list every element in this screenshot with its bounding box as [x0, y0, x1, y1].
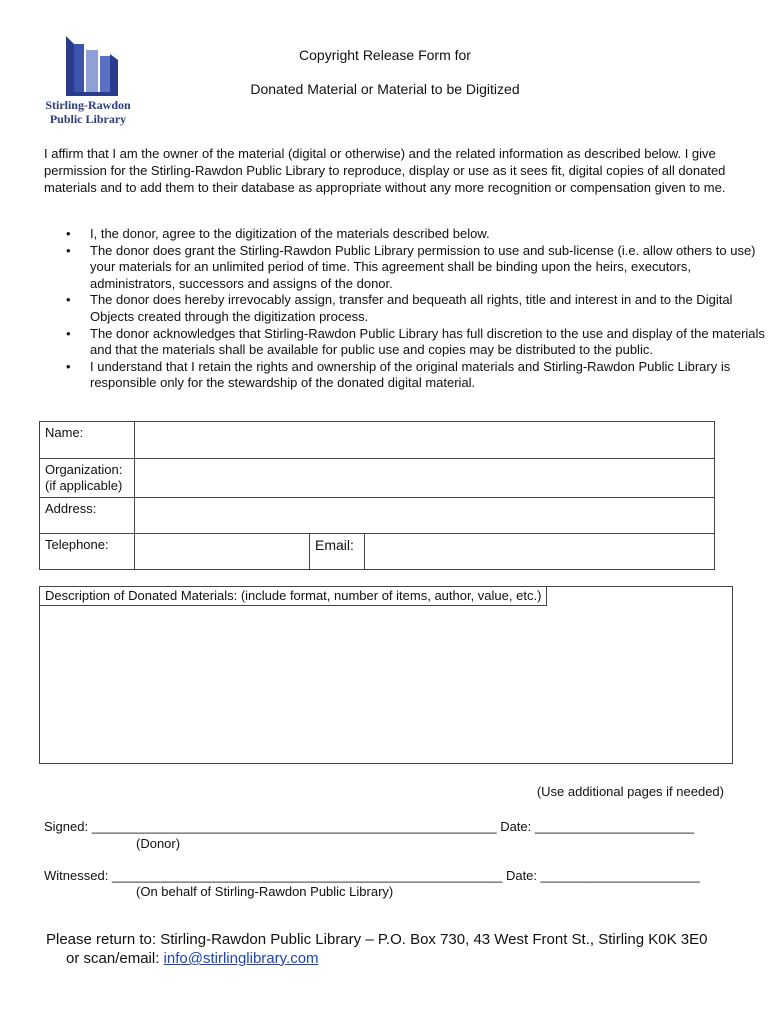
terms-list [44, 226, 770, 392]
term-item: • I, the donor, agree to the digitization of the materials described below. [90, 226, 770, 243]
term-item: • The donor acknowledges that Stirling-Rawdon Public Library has full discretion to the use and display of the materials and that the materials shall be available for public use and copies may be distributed to the public. [90, 326, 770, 359]
additional-pages-note: (Use additional pages if needed) [536, 784, 724, 799]
logo-line-1: Stirling-Rawdon [45, 98, 131, 112]
email-field[interactable] [365, 534, 715, 570]
description-box[interactable] [39, 586, 733, 764]
telephone-label: Telephone: [40, 534, 135, 570]
organization-note: (if applicable) [45, 478, 123, 493]
witnessed-line[interactable]: Witnessed: ______________________________________________________ Date: ______________________ [44, 868, 700, 883]
term-item: • The donor does hereby irrevocably assign, transfer and bequeath all rights, title and interest in and to the Digital Objects created through the digitization process. [90, 292, 770, 325]
description-label: Description of Donated Materials: (include format, number of items, author, value, etc.) [40, 587, 547, 606]
return-email-link[interactable]: info@stirlinglibrary.com [163, 950, 319, 967]
logo-line-2: Public Library [49, 112, 127, 126]
email-label: Email: [310, 534, 365, 570]
return-email-prefix: or scan/email: [66, 950, 160, 967]
term-item: • The donor does grant the Stirling-Rawdon Public Library permission to use and sub-license (i.e. allow others to use) your materials for an unlimited period of time. This agreement shall be binding upon the heirs, executors, administrators, successors and assigns of the donor. [90, 243, 770, 293]
return-instructions [46, 930, 707, 968]
form-title-line-2: Donated Material or Material to be Digitized [250, 81, 520, 97]
signed-line[interactable]: Signed: ________________________________________________________ Date: ______________________ [44, 819, 694, 834]
organization-label-cell [40, 459, 135, 498]
witnessed-caption: (On behalf of Stirling-Rawdon Public Library) [136, 884, 394, 899]
signed-caption: (Donor) [136, 836, 181, 851]
organization-field[interactable] [135, 459, 715, 498]
name-field[interactable] [135, 422, 715, 459]
term-item: • I understand that I retain the rights and ownership of the original materials and Stirling-Rawdon Public Library is responsible only for the stewardship of the donated digital material. [90, 359, 770, 392]
address-field[interactable] [135, 498, 715, 534]
return-address: Please return to: Stirling-Rawdon Public Library – P.O. Box 730, 43 West Front St., Stirling K0K 3E0 [46, 931, 708, 948]
address-label: Address: [40, 498, 135, 534]
form-title-line-1: Copyright Release Form for [299, 47, 471, 63]
name-label: Name: [40, 422, 135, 459]
telephone-field[interactable] [135, 534, 310, 570]
organization-label: Organization: [45, 462, 123, 477]
donor-info-table [39, 421, 715, 570]
intro-paragraph: I affirm that I am the owner of the material (digital or otherwise) and the related information as described below. I give permission for the Stirling-Rawdon Public Library to reproduce, display or use as it sees fit, digital copies of all donated materials and to add them to their database as appropriate without any more recognition or compensation given to me. [44, 146, 726, 195]
